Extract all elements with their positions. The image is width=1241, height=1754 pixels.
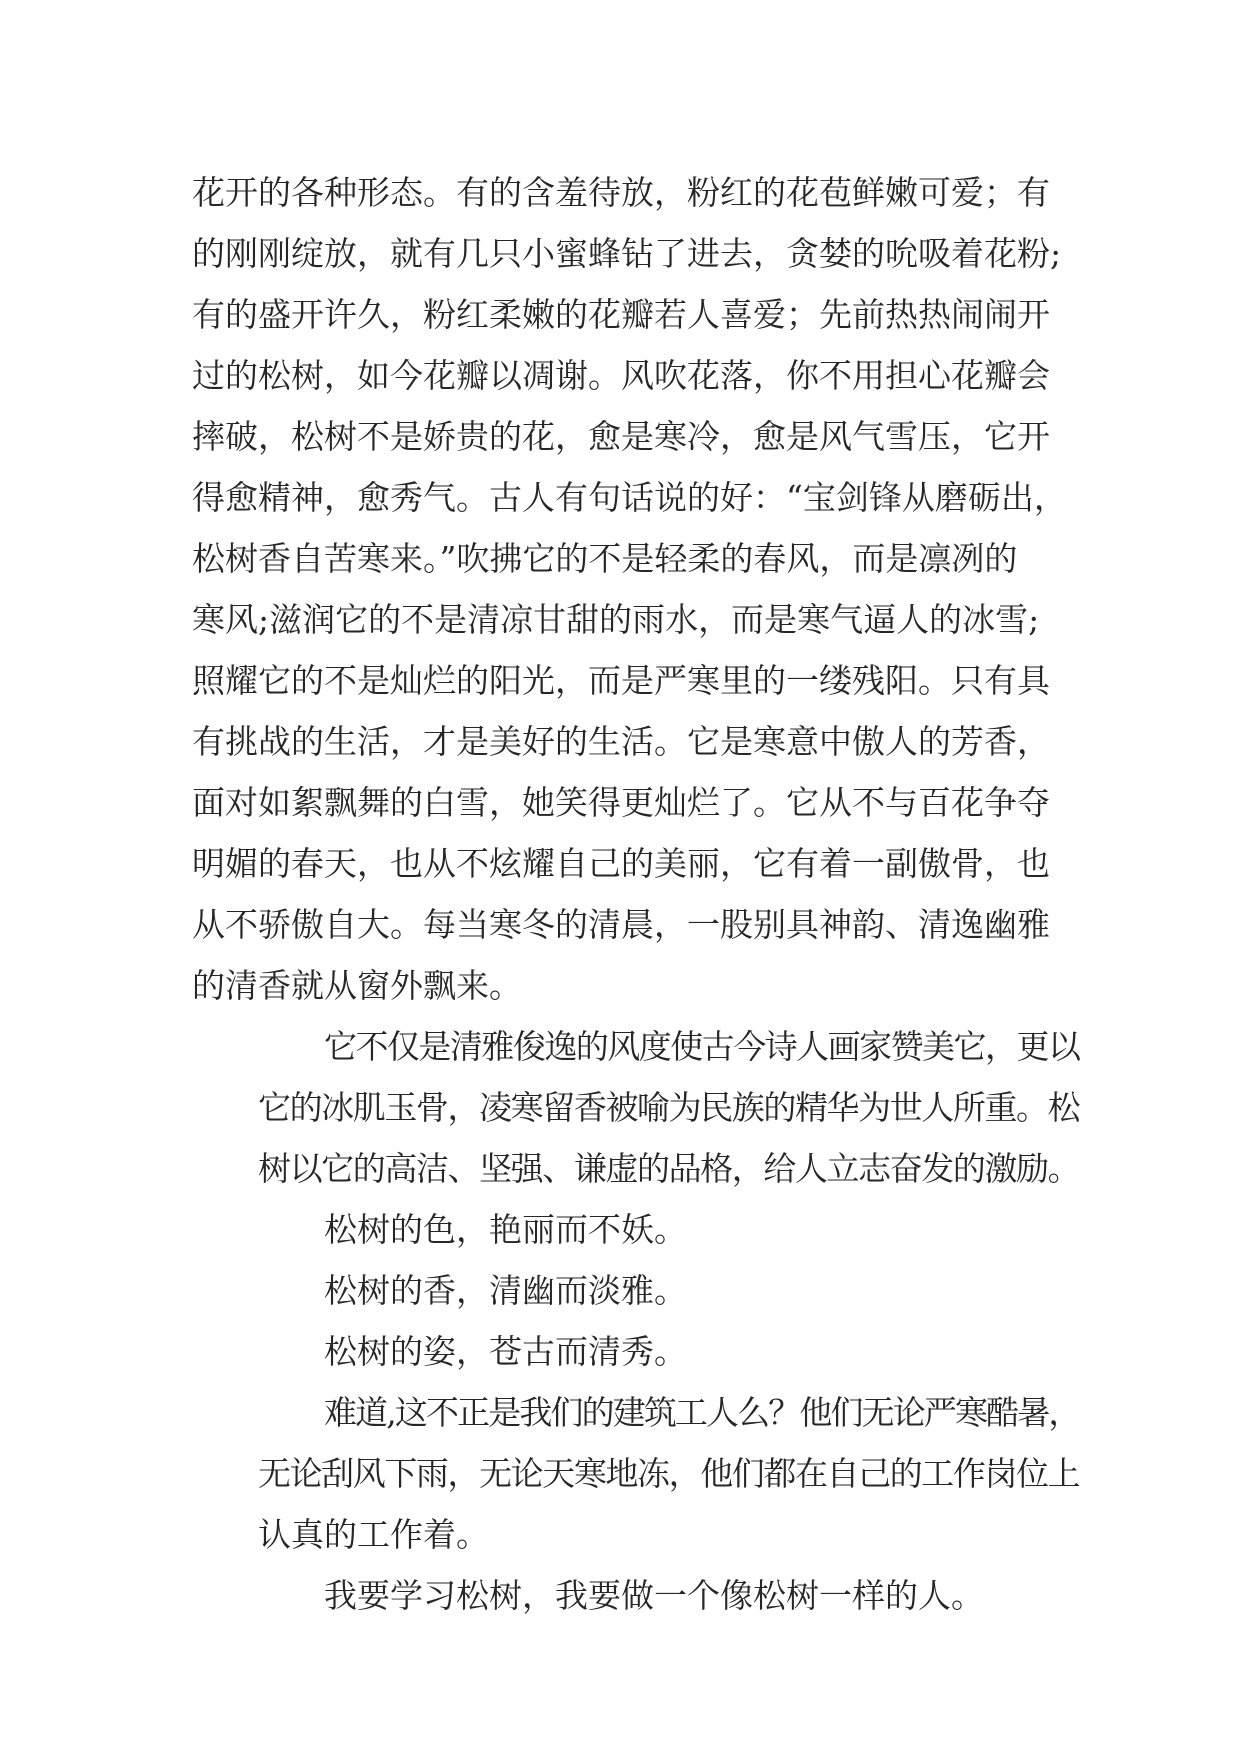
text-line: 松树的姿，苍古而清秀。 bbox=[324, 1332, 687, 1371]
paragraph bbox=[192, 1565, 1072, 1626]
paragraph bbox=[192, 1016, 1080, 1199]
text-line: 松树的色，艳丽而不妖。 bbox=[324, 1210, 687, 1249]
text-line: 它的冰肌玉骨，凌寒留香被喻为民族的精华为世人所重。松 bbox=[258, 1088, 1080, 1127]
document-body bbox=[192, 162, 1080, 1626]
text-line: 无论刮风下雨，无论天寒地冻，他们都在自己的工作岗位上 bbox=[258, 1454, 1080, 1493]
text-line: 松树香自苦寒来。”吹拂它的不是轻柔的春风，而是凛冽的 bbox=[192, 539, 1018, 578]
paragraph bbox=[192, 1382, 1080, 1565]
paragraph bbox=[192, 1199, 1072, 1260]
text-line: 认真的工作着。 bbox=[258, 1515, 489, 1554]
text-line: 难道,这不正是我们的建筑工人么？他们无论严寒酷暑， bbox=[324, 1393, 1080, 1432]
text-line: 树以它的高洁、坚强、谦虚的品格，给人立志奋发的激励。 bbox=[258, 1149, 1080, 1188]
text-line: 我要学习松树，我要做一个像松树一样的人。 bbox=[324, 1576, 984, 1615]
text-line: 花开的各种形态。有的含羞待放，粉红的花苞鲜嫩可爱；有 bbox=[192, 173, 1050, 212]
text-line: 松树的香，清幽而淡雅。 bbox=[324, 1271, 687, 1310]
text-line: 有的盛开许久，粉红柔嫩的花瓣若人喜爱；先前热热闹闹开 bbox=[192, 295, 1050, 334]
text-line: 面对如絮飘舞的白雪，她笑得更灿烂了。它从不与百花争夺 bbox=[192, 783, 1050, 822]
paragraph bbox=[192, 162, 1072, 1016]
text-line: 寒风;滋润它的不是清凉甘甜的雨水，而是寒气逼人的冰雪; bbox=[192, 600, 1040, 639]
text-line: 照耀它的不是灿烂的阳光，而是严寒里的一缕残阳。只有具 bbox=[192, 661, 1050, 700]
paragraph bbox=[192, 1260, 1072, 1321]
text-line: 过的松树，如今花瓣以凋谢。风吹花落，你不用担心花瓣会 bbox=[192, 356, 1050, 395]
text-line: 摔破，松树不是娇贵的花，愈是寒冷，愈是风气雪压，它开 bbox=[192, 417, 1050, 456]
text-line: 得愈精神，愈秀气。古人有句话说的好：“宝剑锋从磨砺出， bbox=[192, 478, 1067, 517]
text-line: 它不仅是清雅俊逸的风度使古今诗人画家赞美它，更以 bbox=[324, 1027, 1080, 1066]
text-line: 有挑战的生活，才是美好的生活。它是寒意中傲人的芳香， bbox=[192, 722, 1050, 761]
text-line: 的刚刚绽放，就有几只小蜜蜂钻了进去，贪婪的吮吸着花粉; bbox=[192, 234, 1062, 273]
paragraph bbox=[192, 1321, 1072, 1382]
text-line: 从不骄傲自大。每当寒冬的清晨，一股别具神韵、清逸幽雅 bbox=[192, 905, 1050, 944]
text-line: 明媚的春天，也从不炫耀自己的美丽，它有着一副傲骨，也 bbox=[192, 844, 1050, 883]
text-line: 的清香就从窗外飘来。 bbox=[192, 966, 522, 1005]
